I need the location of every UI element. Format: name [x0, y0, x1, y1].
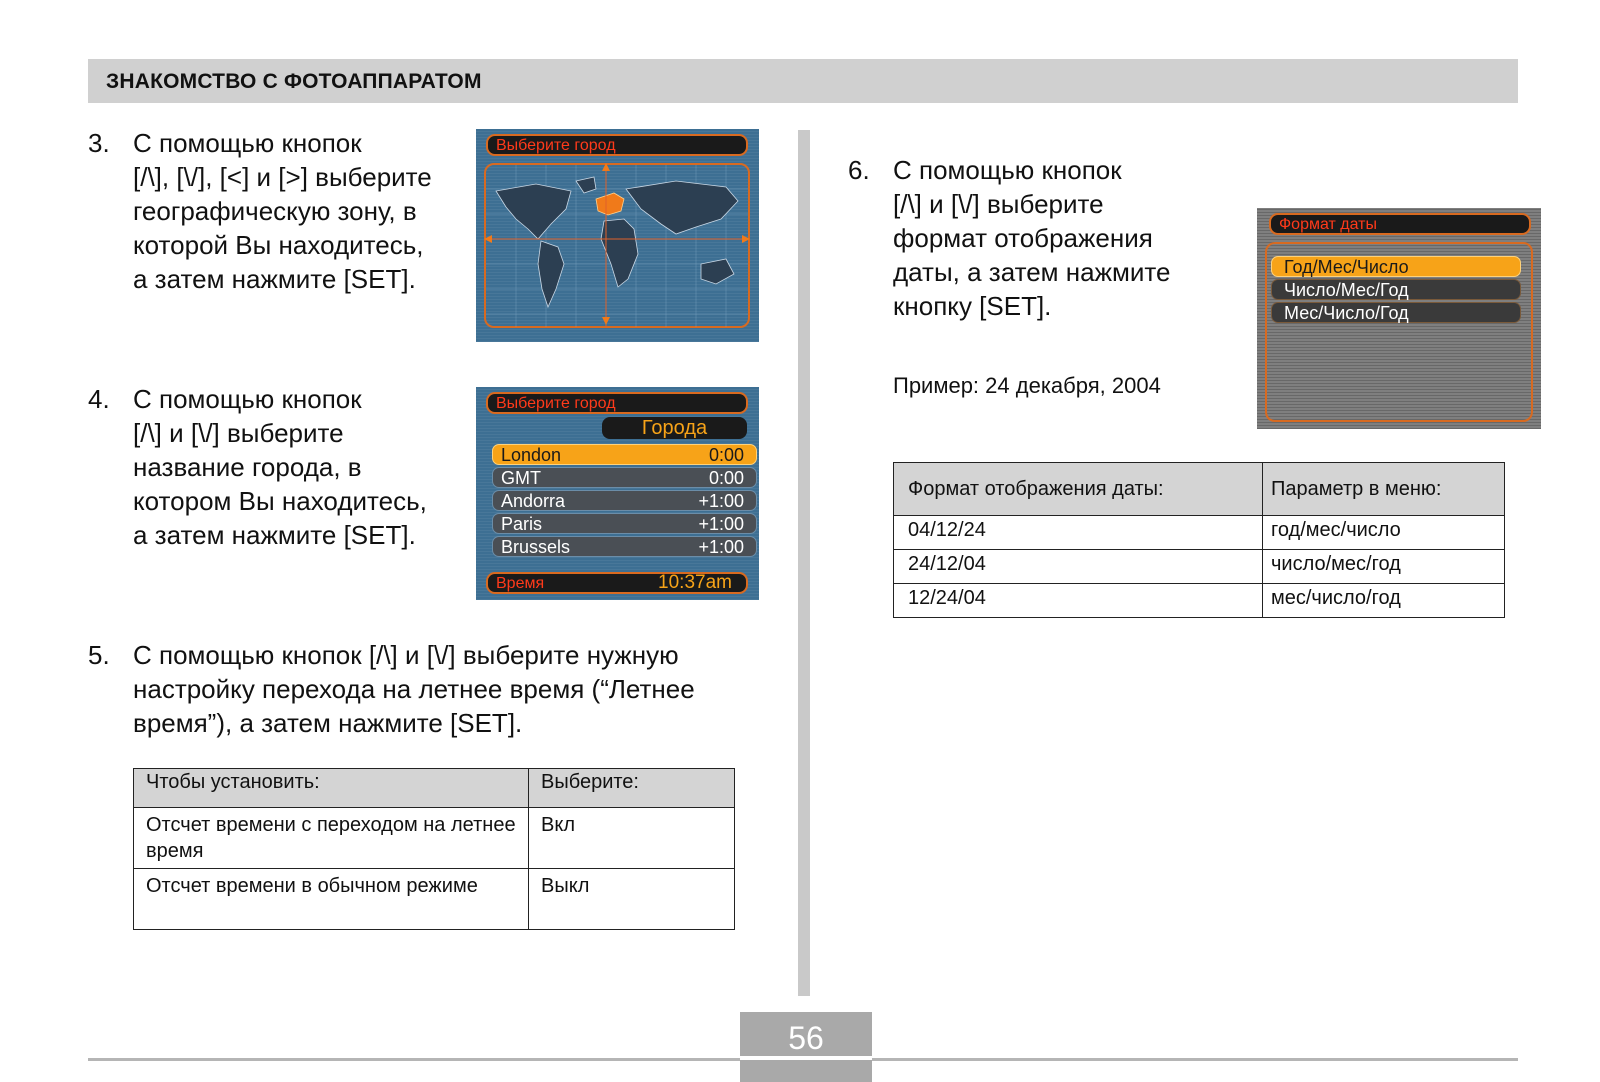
step-4 — [88, 382, 468, 552]
table-header: Чтобы установить: — [134, 769, 529, 808]
step-line: котором Вы находитесь, — [133, 486, 427, 516]
city-name: Paris — [501, 514, 543, 534]
table-cell: 12/24/04 — [894, 584, 1263, 618]
table-row — [134, 808, 735, 869]
example-text: Пример: 24 декабря, 2004 — [893, 373, 1161, 398]
screen-title: Формат даты — [1269, 213, 1531, 235]
camera-screen-world-map — [476, 129, 759, 342]
city-name: Andorra — [501, 491, 566, 511]
screen-title: Выберите город — [486, 134, 748, 156]
city-offset: +1:00 — [698, 514, 744, 534]
step-line: [/\] и [\/] выберите — [893, 189, 1104, 219]
city-offset: 0:00 — [708, 445, 744, 465]
format-option: Мес/Число/Год — [1271, 302, 1521, 323]
format-option: Число/Мес/Год — [1271, 279, 1521, 300]
city-offset: 0:00 — [708, 468, 744, 488]
table-cell: 24/12/04 — [894, 550, 1263, 584]
step-line: С помощью кнопок — [893, 155, 1122, 185]
step-line: даты, а затем нажмите — [893, 257, 1171, 287]
step-line: а затем нажмите [SET]. — [133, 264, 416, 294]
city-row — [492, 513, 757, 534]
step-line: [/\] и [\/] выберите — [133, 418, 344, 448]
page-number: 56 — [788, 1020, 824, 1056]
city-row — [492, 536, 757, 557]
section-title: ЗНАКОМСТВО С ФОТОАППАРАТОМ — [106, 70, 482, 93]
table-cell: 04/12/24 — [894, 516, 1263, 550]
step-6 — [848, 153, 1228, 323]
table-row — [894, 584, 1505, 618]
table-row — [134, 869, 735, 930]
city-offset: +1:00 — [698, 537, 744, 557]
table-row — [894, 516, 1505, 550]
screen-subtitle: Города — [602, 417, 747, 439]
column-divider — [798, 130, 810, 996]
step-5 — [88, 638, 768, 748]
city-row — [492, 490, 757, 511]
step-3 — [88, 126, 468, 296]
table-cell: мес/число/год — [1263, 584, 1505, 618]
step-line: время”), а затем нажмите [SET]. — [133, 708, 523, 738]
table-header: Параметр в меню: — [1263, 463, 1505, 516]
city-row — [492, 467, 757, 488]
city-name: London — [501, 445, 562, 465]
table-cell: число/мес/год — [1263, 550, 1505, 584]
step-line: С помощью кнопок — [133, 128, 362, 158]
city-row — [492, 444, 757, 465]
step-line: формат отображения — [893, 223, 1153, 253]
step-line: географическую зону, в — [133, 196, 417, 226]
city-name: Brussels — [501, 537, 571, 557]
table-header-row — [894, 463, 1505, 516]
time-bar — [486, 572, 748, 594]
screen-title: Выберите город — [486, 392, 748, 414]
step-number: 5. — [88, 640, 110, 670]
table-header: Выберите: — [529, 769, 735, 808]
table-cell: год/мес/число — [1263, 516, 1505, 550]
time-label: Время — [496, 575, 545, 592]
camera-screen-city-list — [476, 387, 759, 600]
step-line: С помощью кнопок — [133, 384, 362, 414]
table-cell: Отсчет времени с переходом на летнее время — [134, 808, 529, 869]
table-row — [894, 550, 1505, 584]
city-name: GMT — [501, 468, 541, 488]
step-line: настройку перехода на летнее время (“Летнее — [133, 674, 695, 704]
step-line: которой Вы находитесь, — [133, 230, 424, 260]
table-cell: Отсчет времени в обычном режиме — [134, 869, 529, 930]
time-value: 10:37am — [658, 572, 732, 593]
table-header-row — [134, 769, 735, 808]
table-cell: Выкл — [529, 869, 735, 930]
step-number: 4. — [88, 384, 110, 414]
date-format-table — [893, 462, 1505, 618]
table-cell: Вкл — [529, 808, 735, 869]
step-line: С помощью кнопок [/\] и [\/] выберите нужную — [133, 640, 679, 670]
world-map — [476, 129, 759, 342]
city-offset: +1:00 — [698, 491, 744, 511]
step-number: 6. — [848, 155, 870, 185]
step-line: а затем нажмите [SET]. — [133, 520, 416, 550]
dst-table — [133, 768, 735, 930]
camera-screen-date-format — [1257, 208, 1541, 429]
format-option: Год/Мес/Число — [1271, 256, 1521, 277]
step-line: [/\], [\/], [<] и [>] выберите — [133, 162, 432, 192]
step-number: 3. — [88, 128, 110, 158]
step-line: название города, в — [133, 452, 362, 482]
table-header: Формат отображения даты: — [894, 463, 1263, 516]
step-line: кнопку [SET]. — [893, 291, 1052, 321]
